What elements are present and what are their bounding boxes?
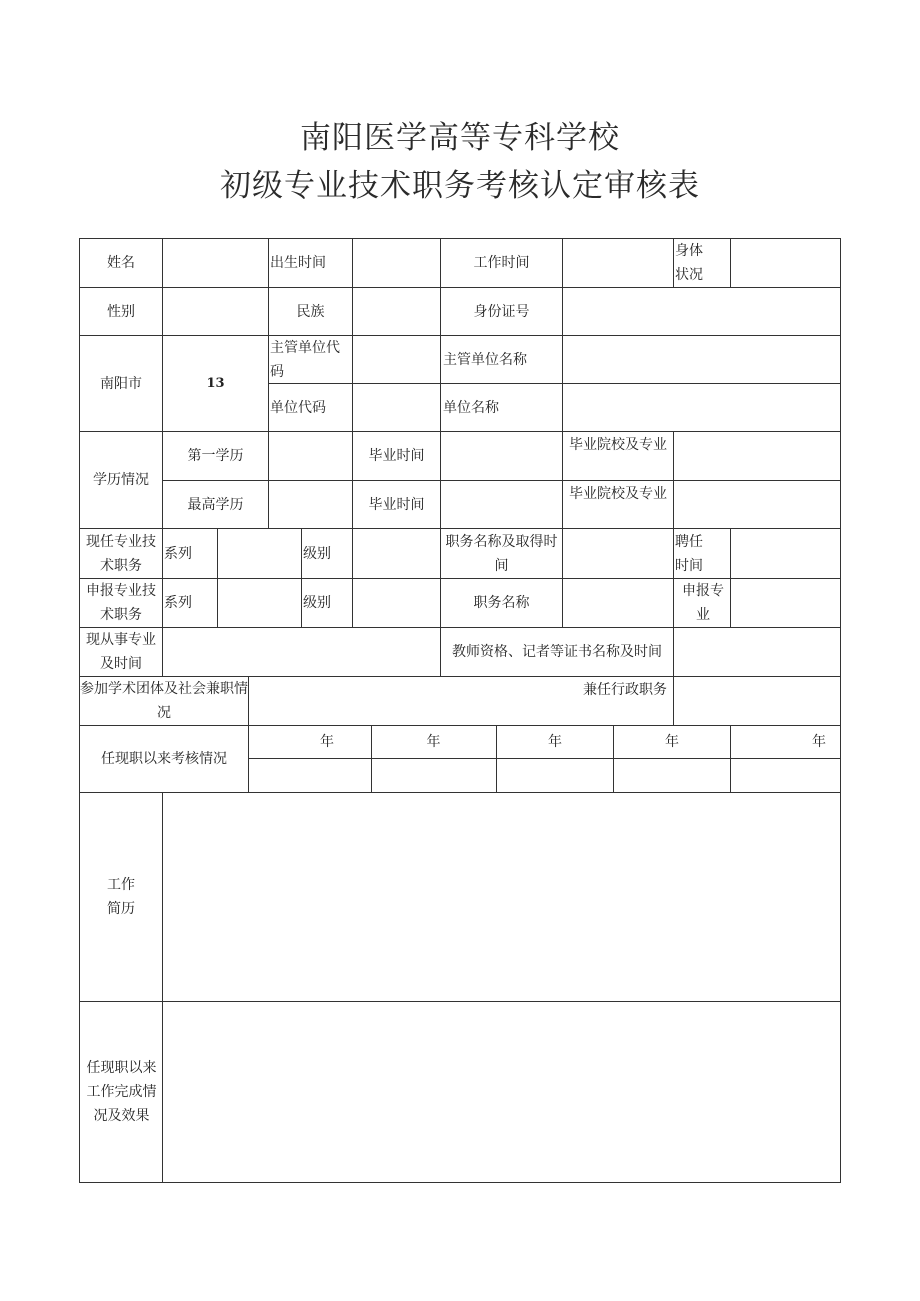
col-line — [730, 528, 731, 627]
unit-name-label: 单位名称 — [443, 399, 499, 416]
supervisor-name-label: 主管单位名称 — [443, 351, 527, 368]
col-line — [352, 238, 353, 431]
work-time-label: 工作时间 — [473, 255, 530, 271]
year-1-label: 年 — [320, 734, 334, 750]
col-line — [562, 238, 563, 431]
first-education-label: 第一学历 — [187, 448, 244, 464]
series-label: 系列 — [164, 545, 192, 562]
col-line — [268, 431, 269, 528]
hire-time-label: 聘任时间 — [675, 533, 703, 574]
col-line — [673, 676, 674, 725]
assessment-label: 任现职以来考核情况 — [101, 751, 227, 767]
col-line — [162, 792, 163, 1182]
col-line — [673, 238, 674, 287]
year-2-label: 年 — [426, 734, 441, 750]
col-line — [301, 528, 302, 627]
col-line — [730, 238, 731, 287]
row-line — [79, 792, 841, 793]
col-line — [162, 528, 163, 627]
col-line — [440, 627, 441, 676]
apply-major-label: 申报专业 — [682, 583, 724, 623]
table-border-right — [840, 238, 841, 1183]
gender-label: 性别 — [107, 303, 135, 320]
birth-label: 出生时间 — [270, 255, 326, 271]
work-resume-label — [106, 793, 136, 1001]
col-line — [440, 431, 441, 528]
highest-education-label: 最高学历 — [187, 496, 244, 513]
work-resume-label-text: 工作简历 — [107, 877, 135, 917]
col-line — [673, 431, 674, 528]
current-major-label: 现从事专业及时间 — [86, 632, 156, 672]
current-title-label: 现任专业技术职务 — [86, 533, 156, 574]
col-line — [673, 627, 674, 676]
col-line — [162, 238, 163, 335]
supervisor-code-label: 主管单位代码 — [270, 339, 340, 380]
education-label: 学历情况 — [93, 472, 149, 488]
table-border-bottom — [79, 1182, 841, 1183]
form-title-line1: 南阳医学高等专科学校 — [300, 120, 620, 156]
certificate-label: 教师资格、记者等证书名称及时间 — [452, 644, 662, 660]
year-3-label: 年 — [548, 734, 562, 750]
col-line — [673, 528, 674, 627]
city-label: 南阳市 — [100, 375, 142, 392]
col-line — [217, 528, 218, 627]
series-label: 系列 — [164, 595, 192, 611]
id-number-label: 身份证号 — [473, 303, 530, 320]
city-code: 13 — [206, 375, 225, 391]
admin-post-label: 兼任行政职务 — [583, 682, 667, 698]
academic-label: 参加学术团体及社会兼职情况 — [80, 681, 248, 721]
col-line — [562, 528, 563, 627]
form-title-line2: 初级专业技术职务考核认定审核表 — [220, 168, 700, 204]
performance-label: 任现职以来工作完成情况及效果 — [86, 1060, 157, 1124]
health-label: 身体状况 — [675, 243, 703, 283]
row-line — [79, 1001, 841, 1002]
unit-code-label: 单位代码 — [270, 399, 326, 416]
apply-title-label: 申报专业技术职务 — [86, 583, 156, 623]
title-name-obtained-label: 职务名称及取得时间 — [445, 533, 558, 574]
school-major-label: 毕业院校及专业 — [569, 486, 667, 502]
grad-time-label: 毕业时间 — [368, 448, 425, 464]
level-label: 级别 — [303, 595, 331, 611]
school-major-label: 毕业院校及专业 — [569, 437, 667, 453]
row-line — [248, 758, 841, 759]
grad-time-label: 毕业时间 — [368, 496, 425, 513]
col-line — [162, 627, 163, 676]
ethnicity-label: 民族 — [296, 303, 325, 320]
title-name-label: 职务名称 — [473, 595, 530, 611]
col-line — [352, 528, 353, 627]
level-label: 级别 — [303, 545, 331, 562]
year-5-label: 年 — [812, 734, 826, 750]
year-4-label: 年 — [665, 734, 679, 750]
name-label: 姓名 — [107, 255, 135, 271]
